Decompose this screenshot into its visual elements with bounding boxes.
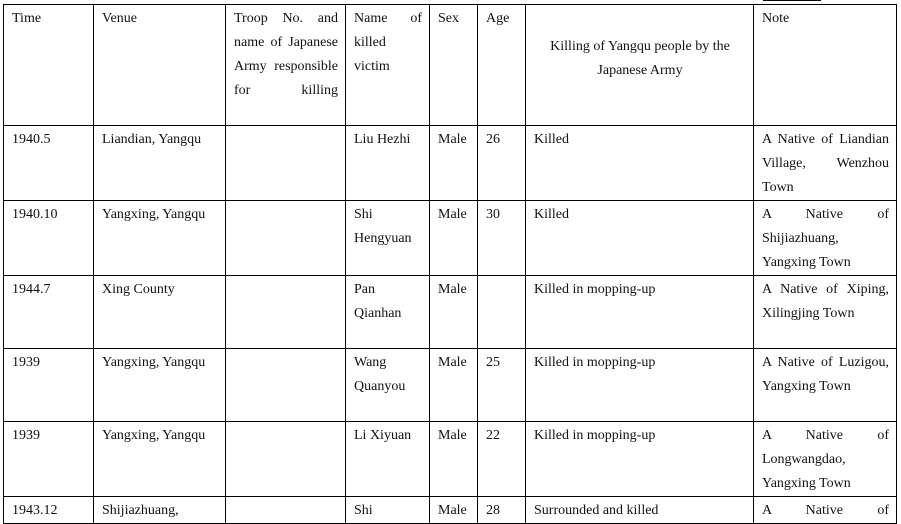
cell-age: 30 [478,201,526,276]
cell-time: 1940.10 [4,201,94,276]
cell-age: 28 [478,497,526,524]
cell-age [478,276,526,349]
header-sex: Sex [430,5,478,126]
cell-venue: Yangxing, Yangqu [94,201,226,276]
cell-killing: Killed in mopping-up [526,422,754,497]
cell-venue: Yangxing, Yangqu [94,422,226,497]
header-name: Name of killed victim [346,5,430,126]
table-row [4,126,897,201]
cell-sex: Male [430,201,478,276]
cell-name: Shi Hengyuan [346,201,430,276]
cell-troop [226,497,346,524]
cell-name: Wang Quanyou [346,349,430,422]
cell-troop [226,276,346,349]
cell-age: 25 [478,349,526,422]
cell-sex: Male [430,497,478,524]
header-troop: Troop No. and name of Japanese Army responsible for killing [226,5,346,126]
cell-sex: Male [430,276,478,349]
table-row [4,497,897,524]
cell-note: A Native of [754,497,897,524]
cell-age: 26 [478,126,526,201]
table-row [4,349,897,422]
cell-venue: Yangxing, Yangqu [94,349,226,422]
cell-note: A Native of Shijiazhuang, Yangxing Town [754,201,897,276]
cell-killing: Killed in mopping-up [526,349,754,422]
victims-table [3,4,897,524]
cell-note: A Native of Luzigou, Yangxing Town [754,349,897,422]
cell-note: A Native of Liandian Village, Wenzhou Town [754,126,897,201]
header-killing: Killing of Yangqu people by the Japanese Army [526,5,754,126]
cell-killing: Killed [526,126,754,201]
header-time: Time [4,5,94,126]
cell-killing: Killed [526,201,754,276]
cell-troop [226,126,346,201]
cell-time: 1939 [4,422,94,497]
cell-name: Pan Qianhan [346,276,430,349]
header-venue: Venue [94,5,226,126]
table-row [4,276,897,349]
cell-sex: Male [430,349,478,422]
cell-time: 1940.5 [4,126,94,201]
header-row [4,5,897,126]
cell-troop [226,201,346,276]
header-age: Age [478,5,526,126]
cell-time: 1944.7 [4,276,94,349]
table-row [4,422,897,497]
top-edge-mark [763,0,821,3]
cell-name: Liu Hezhi [346,126,430,201]
cell-note: A Native of Longwangdao, Yangxing Town [754,422,897,497]
cell-troop [226,422,346,497]
cell-killing: Killed in mopping-up [526,276,754,349]
cell-venue: Liandian, Yangqu [94,126,226,201]
cell-sex: Male [430,126,478,201]
cell-note: A Native of Xiping, Xilingjing Town [754,276,897,349]
cell-troop [226,349,346,422]
cell-venue: Xing County [94,276,226,349]
table-row [4,201,897,276]
cell-time: 1939 [4,349,94,422]
cell-name: Shi [346,497,430,524]
cell-age: 22 [478,422,526,497]
cell-venue: Shijiazhuang, [94,497,226,524]
cell-killing: Surrounded and killed [526,497,754,524]
cell-name: Li Xiyuan [346,422,430,497]
header-note: Note [754,5,897,126]
cell-sex: Male [430,422,478,497]
cell-time: 1943.12 [4,497,94,524]
